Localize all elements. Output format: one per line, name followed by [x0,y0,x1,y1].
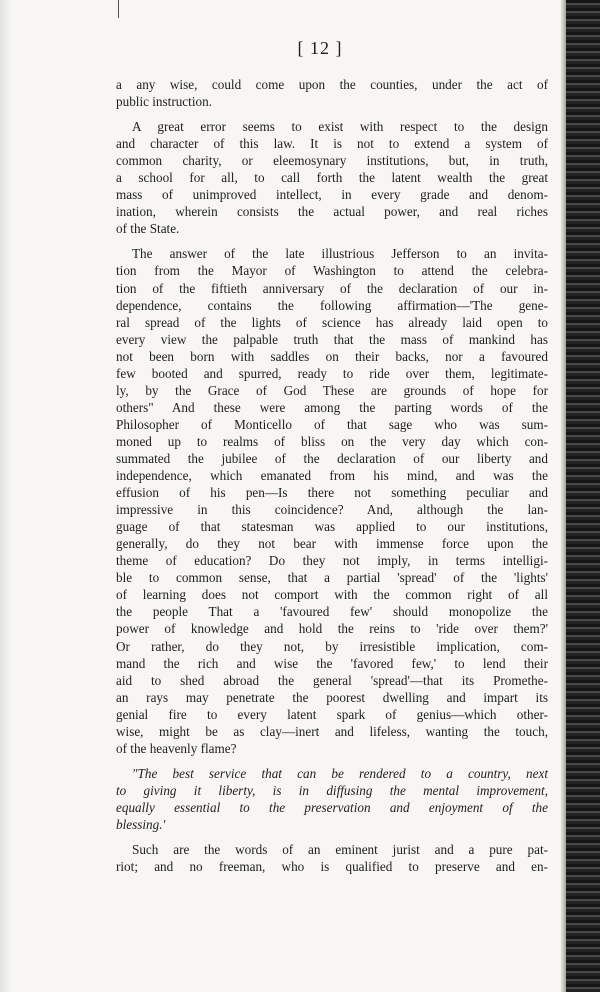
text-line: mand the rich and wise the 'favored few,' to lend their [116,655,548,671]
text-line: public instruction. [116,94,212,110]
text-line: moned up to realms of bliss on the very day which con- [116,433,548,449]
text-line: tion of the fiftieth anniversary of the declaration of our in- [116,280,548,296]
text-line: ble to common sense, that a partial 'spread' of the 'lights' [116,570,548,586]
quotation-paragraph [116,765,548,833]
text-line: the people That a 'favoured few' should monopolize the [116,604,548,620]
text-line: Or rather, do they not, by irresistible implication, com- [116,638,548,654]
text-line: A great error seems to exist with respect to the design [132,119,548,135]
text-line: others" And these were among the parting words of the [116,399,548,415]
page-number: [ 12 ] [297,38,343,58]
text-line: every view the palpable truth that the mass of mankind has [116,331,548,347]
text-line: ination, wherein consists the actual power, and real riches [116,204,548,220]
text-line: of learning does not comport with the common right of all [116,587,548,603]
text-line: an rays may penetrate the poorest dwelling and impart its [116,689,548,705]
paragraph-5 [116,841,548,875]
text-line: impressive in this coincidence? And, although the lan- [116,502,548,518]
text-line: power of knowledge and hold the reins to 'ride over them?' [116,621,548,637]
text-line: dependence, contains the following affirmation—'The gene- [116,297,548,313]
text-line: mass of unimproved intellect, in every grade and denom- [116,187,548,203]
paragraph-2 [116,118,548,237]
page-body [116,76,548,875]
text-line: tion from the Mayor of Washington to attend the celebra- [116,263,548,279]
text-line: a any wise, could come upon the counties, under the act of [116,77,548,92]
book-binding [566,0,600,992]
text-line: Philosopher of Monticello of that sage who was sum- [116,416,548,432]
text-line: generally, do they not bear with immense force upon the [116,536,548,552]
text-line: theme of education? Do they not imply, in terms intelligi- [116,553,548,569]
text-line: "The best service that can be rendered to a country, next [132,765,548,781]
text-line: few booted and spurred, ready to ride over them, legitimate- [116,365,548,381]
text-line: ral spread of the lights of science has already laid open to [116,314,548,330]
text-line: of the State. [116,221,180,237]
text-line: The answer of the late illustrious Jefferson to an invita- [132,246,548,262]
text-line: of the heavenly flame? [116,740,237,756]
text-line: riot; and no freeman, who is qualified to preserve and en- [116,859,548,875]
paragraph-1 [116,76,548,110]
text-line: and character of this law. It is not to extend a system of [116,136,548,152]
text-line: to giving it liberty, is in diffusing the mental improvement, [116,782,548,798]
text-line: equally essential to the preservation and enjoyment of the [116,799,548,815]
page-left-margin-shadow [0,0,12,992]
page-crease-mark [118,0,119,18]
text-line: aid to shed abroad the general 'spread'—that its Promethe- [116,672,548,688]
text-line: common charity, or eleemosynary institutions, but, in truth, [116,153,548,169]
text-line: not been born with saddles on their backs, nor a favoured [116,348,548,364]
text-line: wise, might be as clay—inert and lifeless, wanting the touch, [116,723,548,739]
paragraph-3 [116,245,548,756]
text-line: effusion of his pen—Is there not something peculiar and [116,485,548,501]
text-line: ly, by the Grace of God These are grounds of hope for [116,382,548,398]
text-line: genial fire to every latent spark of genius—which other- [116,706,548,722]
text-line: guage of that statesman was applied to our institutions, [116,519,548,535]
text-line: summated the jubilee of the declaration of our liberty and [116,450,548,466]
text-line: blessing.' [116,816,166,832]
text-line: a school for all, to call forth the latent wealth the great [116,170,548,186]
text-line: Such are the words of an eminent jurist and a pure pat- [132,842,548,858]
text-line: independence, which emanated from his mind, and was the [116,468,548,484]
